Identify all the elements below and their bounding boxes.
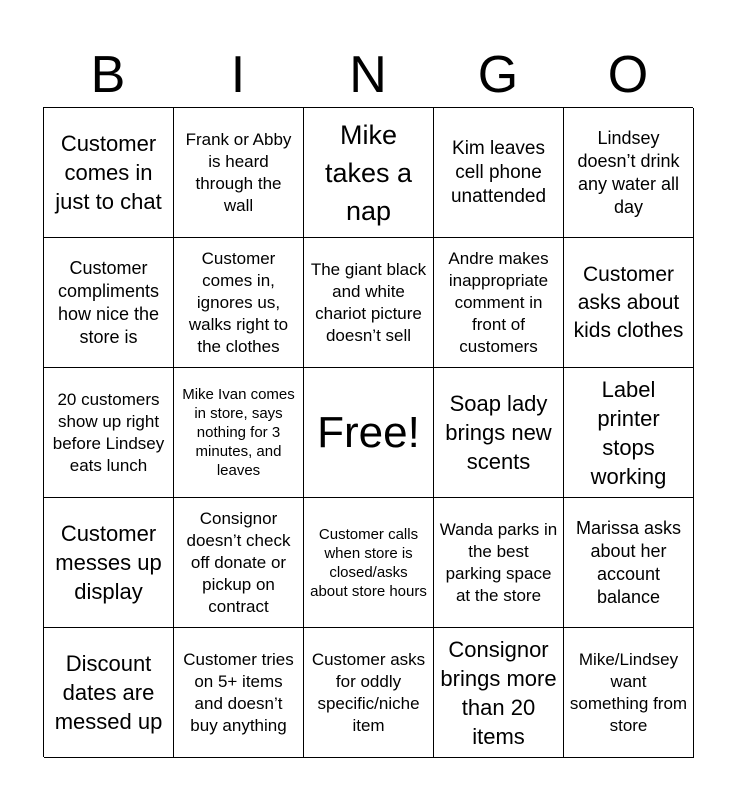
cell-text: Customer comes in, ignores us, walks right to the clothes bbox=[188, 248, 289, 356]
bingo-cell-r2-c1[interactable] bbox=[44, 238, 174, 368]
bingo-cell-r3-c4[interactable] bbox=[434, 368, 564, 498]
header-letter-g: G bbox=[477, 46, 519, 104]
bingo-cell-r1-c4[interactable] bbox=[434, 108, 564, 238]
cell-text: Consignor brings more than 20 items bbox=[440, 636, 557, 749]
bingo-cell-r5-c3[interactable] bbox=[304, 628, 434, 758]
bingo-cell-r2-c4[interactable] bbox=[434, 238, 564, 368]
cell-text: Mike takes a nap bbox=[324, 119, 413, 226]
header-letter-b: B bbox=[90, 46, 126, 104]
bingo-cell-r1-c1[interactable] bbox=[44, 108, 174, 238]
header-letter-o: O bbox=[607, 46, 649, 104]
cell-text: Wanda parks in the best parking space at the store bbox=[439, 519, 558, 605]
cell-text: Customer comes in just to chat bbox=[55, 131, 162, 214]
cell-text: Mike/Lindsey want something from store bbox=[569, 649, 688, 735]
bingo-cell-free[interactable] bbox=[304, 368, 434, 498]
bingo-cell-r2-c2[interactable] bbox=[174, 238, 304, 368]
cell-text: Customer calls when store is closed/asks about store hours bbox=[310, 525, 427, 600]
cell-text: Customer tries on 5+ items and doesn’t buy anything bbox=[183, 649, 294, 735]
bingo-cell-r3-c5[interactable] bbox=[564, 368, 694, 498]
bingo-cell-r2-c3[interactable] bbox=[304, 238, 434, 368]
cell-text: Soap lady brings new scents bbox=[445, 391, 552, 474]
bingo-cell-r1-c3[interactable] bbox=[304, 108, 434, 238]
bingo-cell-r5-c4[interactable] bbox=[434, 628, 564, 758]
cell-text: Mike Ivan comes in store, says nothing for 3 minutes, and leaves bbox=[182, 386, 295, 479]
cell-text: Customer asks for oddly specific/niche item bbox=[311, 649, 426, 735]
bingo-header bbox=[43, 44, 693, 106]
cell-text: Kim leaves cell phone unattended bbox=[450, 137, 547, 207]
bingo-cell-r1-c2[interactable] bbox=[174, 108, 304, 238]
bingo-cell-r1-c5[interactable] bbox=[564, 108, 694, 238]
bingo-cell-r4-c2[interactable] bbox=[174, 498, 304, 628]
bingo-cell-r3-c1[interactable] bbox=[44, 368, 174, 498]
bingo-cell-r5-c2[interactable] bbox=[174, 628, 304, 758]
cell-text: 20 customers show up right before Lindsey eats lunch bbox=[52, 389, 165, 475]
cell-text: Label printer stops working bbox=[590, 376, 667, 489]
bingo-cell-r4-c1[interactable] bbox=[44, 498, 174, 628]
cell-text: Marissa asks about her account balance bbox=[575, 517, 682, 607]
cell-text: Andre makes inappropriate comment in front of customers bbox=[448, 248, 549, 356]
bingo-cell-r4-c5[interactable] bbox=[564, 498, 694, 628]
cell-text: Lindsey doesn’t drink any water all day bbox=[577, 127, 680, 217]
bingo-cell-r3-c2[interactable] bbox=[174, 368, 304, 498]
header-letter-i: I bbox=[230, 46, 246, 104]
cell-text: The giant black and white chariot picture doesn’t sell bbox=[310, 259, 427, 345]
bingo-cell-r4-c4[interactable] bbox=[434, 498, 564, 628]
bingo-cell-r4-c3[interactable] bbox=[304, 498, 434, 628]
cell-text: Frank or Abby is heard through the wall bbox=[185, 129, 292, 215]
bingo-cell-r5-c5[interactable] bbox=[564, 628, 694, 758]
cell-text: Discount dates are messed up bbox=[54, 651, 163, 734]
cell-text: Customer compliments how nice the store is bbox=[57, 257, 160, 347]
cell-text: Customer asks about kids clothes bbox=[573, 262, 684, 342]
free-space-text: Free! bbox=[317, 407, 420, 457]
cell-text: Customer messes up display bbox=[55, 521, 162, 604]
bingo-cell-r2-c5[interactable] bbox=[564, 238, 694, 368]
bingo-grid bbox=[43, 107, 693, 757]
cell-text: Consignor doesn’t check off donate or pickup on contract bbox=[186, 508, 291, 616]
header-letter-n: N bbox=[349, 46, 387, 104]
bingo-cell-r5-c1[interactable] bbox=[44, 628, 174, 758]
